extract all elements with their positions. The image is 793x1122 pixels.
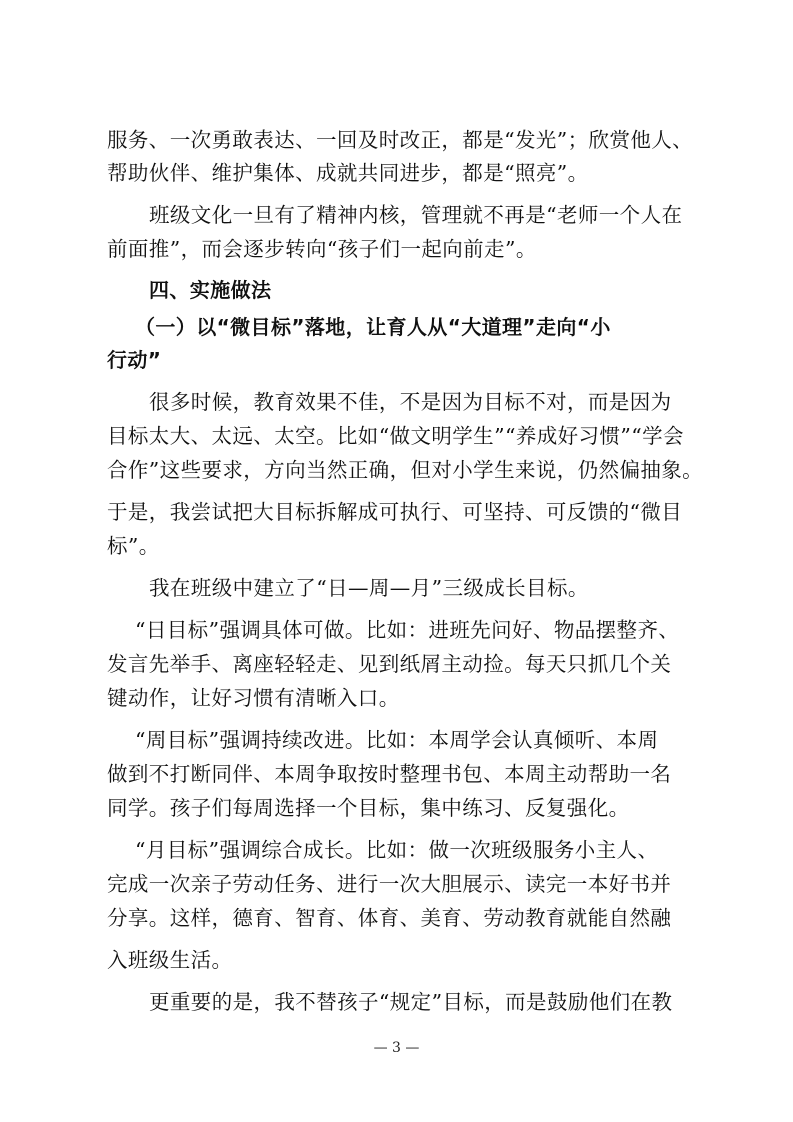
paragraph-first-line: 更重要的是，我不替孩子“规定”目标，而是鼓励他们在教	[149, 990, 673, 1014]
paragraph-first-line: 很多时候，教育效果不佳，不是因为目标不对，而是因为	[149, 390, 672, 414]
body-text-line: 键动作，让好习惯有清晰入口。	[107, 686, 400, 710]
body-text-line: 完成一次亲子劳动任务、进行一次大胆展示、读完一本好书并	[107, 872, 672, 896]
paragraph-first-line: “月目标”强调综合成长。比如：做一次班级服务小主人、	[135, 838, 659, 862]
body-text-line: 分享。这样，德育、智育、体育、美育、劳动教育就能自然融	[107, 906, 672, 930]
paragraph-first-line: “周目标”强调持续改进。比如：本周学会认真倾听、本周	[135, 728, 659, 752]
body-text-line: 发言先举手、离座轻轻走、见到纸屑主动捡。每天只抓几个关	[107, 652, 672, 676]
paragraph-first-line: 班级文化一旦有了精神内核，管理就不再是“老师一个人在	[149, 203, 683, 227]
body-text-line: 入班级生活。	[107, 948, 233, 972]
subsection-heading: （一）以“微目标”落地，让育人从“大道理”走向“小	[135, 315, 611, 339]
subsection-heading-continued: 行动”	[107, 348, 162, 372]
paragraph-first-line: 我在班级中建立了“日—周—月”三级成长目标。	[149, 576, 589, 600]
body-text-line: 做到不打断同伴、本周争取按时整理书包、本周主动帮助一名	[107, 762, 672, 786]
page-number: — 3 —	[373, 1040, 420, 1056]
body-text-line: 目标太大、太远、太空。比如“做文明学生”“养成好习惯”“学会	[107, 424, 684, 448]
body-text-line: 合作”这些要求，方向当然正确，但对小学生来说，仍然偏抽象。	[107, 458, 704, 482]
body-text-line: 于是，我尝试把大目标拆解成可执行、可坚持、可反馈的“微目	[107, 500, 683, 524]
paragraph-first-line: “日目标”强调具体可做。比如：进班先问好、物品摆整齐、	[135, 618, 680, 642]
body-text-line: 帮助伙伴、维护集体、成就共同进步，都是“照亮”。	[107, 161, 589, 185]
body-text-line: 标”。	[107, 534, 160, 558]
section-heading: 四、实施做法	[149, 278, 272, 302]
body-text-line: 服务、一次勇敢表达、一回及时改正，都是“发光”；欣赏他人、	[107, 128, 694, 152]
body-text-line: 前面推”，而会逐步转向“孩子们一起向前走”。	[107, 237, 537, 261]
body-text-line: 同学。孩子们每周选择一个目标，集中练习、反复强化。	[107, 796, 630, 820]
